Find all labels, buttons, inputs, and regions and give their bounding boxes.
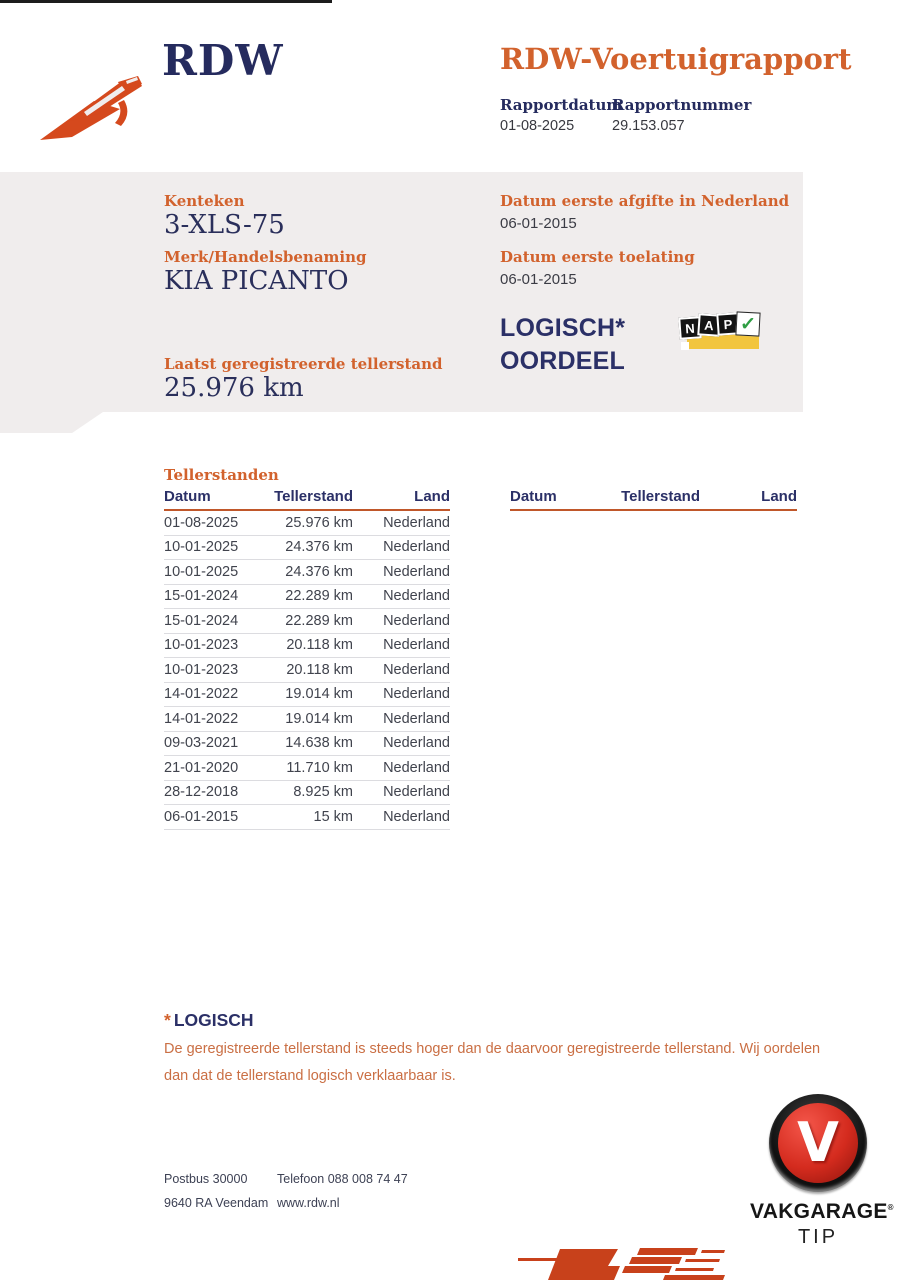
cell-date: 10-01-2025 bbox=[164, 563, 239, 580]
cell-date: 06-01-2015 bbox=[164, 808, 239, 825]
table-row bbox=[164, 536, 450, 561]
nap-logo bbox=[679, 312, 763, 354]
cell-odometer: 20.118 km bbox=[286, 661, 353, 678]
cell-country: Nederland bbox=[383, 539, 450, 556]
panel-corner-cut bbox=[0, 412, 103, 433]
cell-odometer: 15 km bbox=[313, 808, 353, 825]
table-header-row bbox=[510, 488, 797, 511]
table-row bbox=[164, 511, 450, 536]
cell-odometer: 14.638 km bbox=[285, 735, 353, 752]
table-row bbox=[164, 732, 450, 757]
cell-country: Nederland bbox=[383, 710, 450, 727]
cell-date: 14-01-2022 bbox=[164, 686, 239, 703]
verdict-line2: OORDEEL bbox=[500, 347, 626, 375]
odometer-section-title: Tellerstanden bbox=[164, 466, 279, 484]
table-row bbox=[164, 560, 450, 585]
table-row bbox=[164, 634, 450, 659]
first-admission-value: 06-01-2015 bbox=[500, 271, 577, 288]
page-top-rule bbox=[0, 0, 332, 3]
header-country: Land bbox=[761, 488, 797, 505]
report-date-label: Rapportdatum bbox=[500, 96, 623, 114]
brand-value: KIA PICANTO bbox=[164, 266, 349, 296]
cell-odometer: 19.014 km bbox=[285, 686, 353, 703]
cell-date: 01-08-2025 bbox=[164, 514, 239, 531]
cell-odometer: 24.376 km bbox=[285, 563, 353, 580]
vakgarage-v-letter: V bbox=[797, 1111, 839, 1174]
vakgarage-tip-logo bbox=[750, 1094, 894, 1249]
footer-address-line1: Postbus 30000 bbox=[164, 1172, 248, 1186]
report-number-value: 29.153.057 bbox=[612, 118, 685, 134]
last-odometer-value: 25.976 km bbox=[164, 373, 304, 403]
speed-flag-icon bbox=[518, 1244, 725, 1280]
cell-country: Nederland bbox=[383, 661, 450, 678]
cell-odometer: 8.925 km bbox=[293, 784, 353, 801]
cell-odometer: 11.710 km bbox=[286, 759, 353, 776]
cell-date: 10-01-2023 bbox=[164, 637, 239, 654]
cell-odometer: 20.118 km bbox=[286, 637, 353, 654]
report-title: RDW-Voertuigrapport bbox=[500, 42, 852, 76]
odometer-table-left bbox=[164, 488, 450, 830]
report-number-label: Rapportnummer bbox=[612, 96, 752, 114]
cell-date: 14-01-2022 bbox=[164, 710, 239, 727]
nap-letter-a: A bbox=[697, 313, 720, 336]
nap-letter-n: N bbox=[678, 316, 701, 339]
first-admission-label: Datum eerste toelating bbox=[500, 248, 695, 266]
cell-odometer: 22.289 km bbox=[285, 588, 353, 605]
cell-odometer: 22.289 km bbox=[285, 612, 353, 629]
cell-odometer: 25.976 km bbox=[285, 514, 353, 531]
verdict-line1: LOGISCH* bbox=[500, 314, 626, 342]
table-row bbox=[164, 683, 450, 708]
report-date-value: 01-08-2025 bbox=[500, 118, 575, 134]
vakgarage-wordmark bbox=[750, 1200, 894, 1224]
nap-checkmark-icon: ✓ bbox=[735, 311, 760, 336]
table-header-row bbox=[164, 488, 450, 511]
footer-address-line2: 9640 RA Veendam bbox=[164, 1196, 269, 1210]
vakgarage-circle-icon bbox=[769, 1094, 867, 1192]
table-row bbox=[164, 585, 450, 610]
footer-phone: Telefoon 088 008 74 47 bbox=[277, 1172, 408, 1186]
cell-odometer: 19.014 km bbox=[285, 710, 353, 727]
cell-country: Nederland bbox=[383, 735, 450, 752]
odometer-table-right bbox=[510, 488, 797, 511]
rdw-wing-icon bbox=[38, 50, 150, 146]
license-plate-label: Kenteken bbox=[164, 192, 245, 210]
cell-country: Nederland bbox=[383, 612, 450, 629]
table-row bbox=[164, 781, 450, 806]
header-odometer: Tellerstand bbox=[621, 488, 700, 505]
nap-letter-p: P bbox=[716, 312, 739, 335]
table-row bbox=[164, 805, 450, 830]
rdw-logotype: RDW bbox=[162, 36, 284, 85]
header-odometer: Tellerstand bbox=[274, 488, 353, 505]
table-row bbox=[164, 756, 450, 781]
header-date: Datum bbox=[164, 488, 211, 505]
table-row bbox=[164, 707, 450, 732]
first-issue-label: Datum eerste afgifte in Nederland bbox=[500, 192, 790, 210]
cell-date: 21-01-2020 bbox=[164, 759, 239, 776]
cell-date: 15-01-2024 bbox=[164, 588, 239, 605]
cell-odometer: 24.376 km bbox=[285, 539, 353, 556]
cell-country: Nederland bbox=[383, 686, 450, 703]
vakgarage-tip-text: TIP bbox=[797, 1226, 839, 1248]
table-row bbox=[164, 609, 450, 634]
footer-website-link[interactable]: www.rdw.nl bbox=[277, 1196, 340, 1210]
registered-mark: ® bbox=[887, 1203, 894, 1212]
table-row bbox=[164, 658, 450, 683]
cell-country: Nederland bbox=[383, 759, 450, 776]
cell-country: Nederland bbox=[383, 808, 450, 825]
cell-country: Nederland bbox=[383, 588, 450, 605]
first-issue-value: 06-01-2015 bbox=[500, 215, 577, 232]
header-date: Datum bbox=[510, 488, 557, 505]
cell-date: 28-12-2018 bbox=[164, 784, 239, 801]
verdict-text bbox=[500, 312, 625, 378]
vakgarage-red-disc bbox=[778, 1103, 858, 1183]
cell-country: Nederland bbox=[383, 637, 450, 654]
footnote-title-text: LOGISCH bbox=[173, 1010, 254, 1030]
cell-date: 10-01-2025 bbox=[164, 539, 239, 556]
footnote-title bbox=[164, 1010, 254, 1031]
cell-date: 09-03-2021 bbox=[164, 735, 239, 752]
cell-country: Nederland bbox=[383, 784, 450, 801]
cell-country: Nederland bbox=[383, 514, 450, 531]
nap-white-square bbox=[681, 342, 689, 350]
vehicle-summary-panel bbox=[0, 172, 803, 412]
vakgarage-name: VAKGARAGE bbox=[750, 1200, 888, 1223]
footnote-asterisk: * bbox=[164, 1010, 171, 1030]
cell-date: 15-01-2024 bbox=[164, 612, 239, 629]
cell-country: Nederland bbox=[383, 563, 450, 580]
cell-date: 10-01-2023 bbox=[164, 661, 239, 678]
license-plate-value: 3-XLS-75 bbox=[164, 210, 285, 240]
brand-label: Merk/Handelsbenaming bbox=[164, 248, 367, 266]
last-odometer-label: Laatst geregistreerde tellerstand bbox=[164, 355, 443, 373]
header-country: Land bbox=[414, 488, 450, 505]
footnote-text: De geregistreerde tellerstand is steeds hoger dan de daarvoor geregistreerde tellerstand. Wij oordelen dan dat de tellerstand logisch verklaarbaar is. bbox=[164, 1041, 821, 1084]
